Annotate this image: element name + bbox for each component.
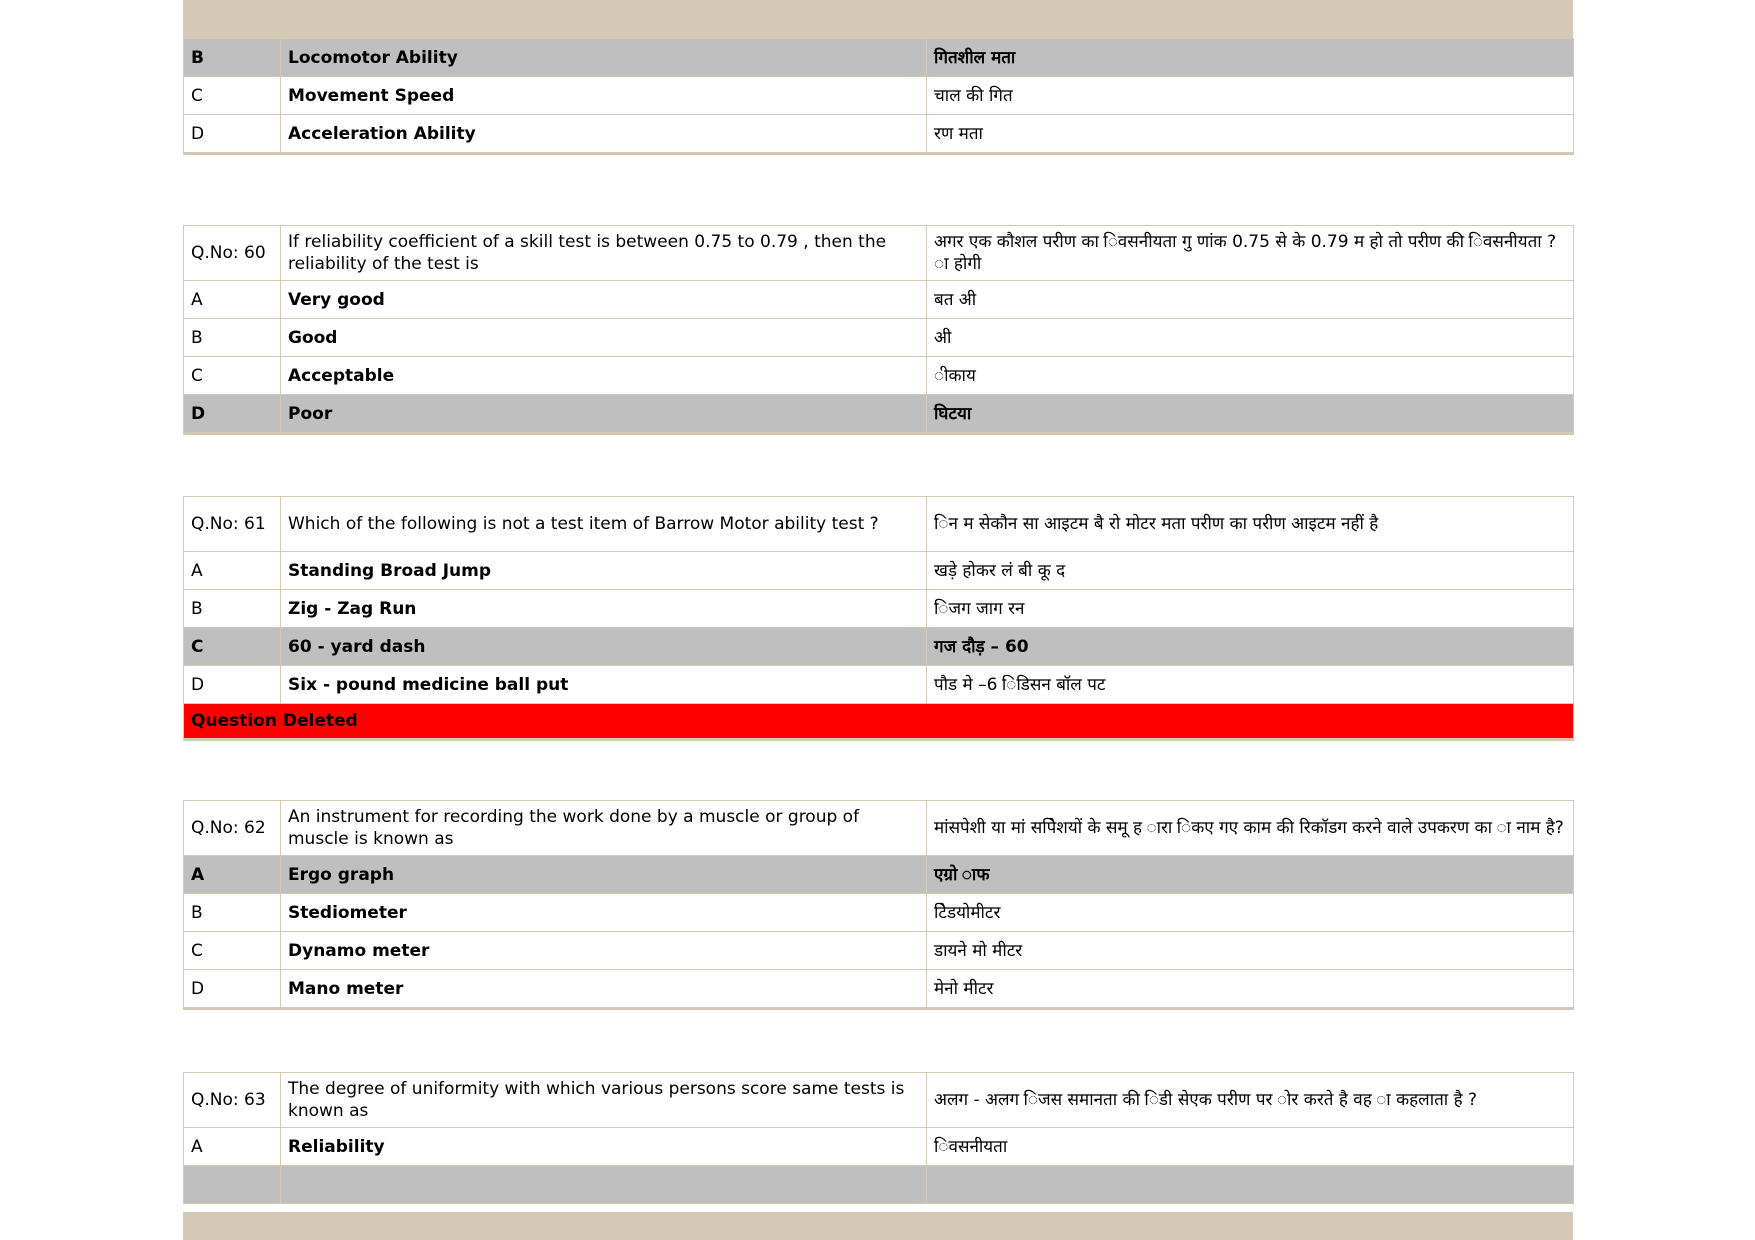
option-letter: B — [184, 590, 281, 628]
option-letter: D — [184, 395, 281, 434]
option-row-cut-off — [184, 1166, 1574, 1204]
option-letter: C — [184, 357, 281, 395]
option-row — [184, 319, 1574, 357]
question-60-table — [183, 225, 1574, 435]
option-letter: B — [184, 319, 281, 357]
option-text-hi: घिटया — [927, 395, 1574, 434]
question-row — [184, 226, 1574, 281]
option-text-hi: िजग जाग रन — [927, 590, 1574, 628]
question-59-table — [183, 38, 1574, 155]
option-letter-empty — [184, 1166, 281, 1204]
option-text-hi: रण मता — [927, 115, 1574, 154]
option-text-en: Dynamo meter — [281, 932, 927, 970]
question-text-en: Which of the following is not a test item of Barrow Motor ability test ? — [281, 497, 927, 552]
option-letter: B — [184, 39, 281, 77]
option-text-en: Acceleration Ability — [281, 115, 927, 154]
option-text-hi-empty — [927, 1166, 1574, 1204]
option-letter: D — [184, 115, 281, 154]
question-61-table — [183, 496, 1574, 741]
option-letter: C — [184, 77, 281, 115]
question-63-table — [183, 1072, 1574, 1204]
option-text-en: Mano meter — [281, 970, 927, 1009]
option-text-en: Very good — [281, 281, 927, 319]
option-text-hi: गज दौड़ – 60 — [927, 628, 1574, 666]
option-letter: A — [184, 856, 281, 894]
option-row — [184, 115, 1574, 154]
option-text-hi: पौड मे –6 िडिसन बॉल पट — [927, 666, 1574, 704]
option-letter: A — [184, 1128, 281, 1166]
question-text-hi: अगर एक कौशल परीण का िवसनीयता गु णांक 0.75 से के 0.79 म हो तो परीण की िवसनीयता ? ा होगी — [927, 226, 1574, 281]
option-row — [184, 894, 1574, 932]
option-row-correct — [184, 395, 1574, 434]
option-text-en: Locomotor Ability — [281, 39, 927, 77]
question-number: Q.No: 61 — [184, 497, 281, 552]
option-row — [184, 970, 1574, 1009]
question-number: Q.No: 62 — [184, 801, 281, 856]
option-row — [184, 590, 1574, 628]
question-text-hi: िन म सेकौन सा आइटम बै रो मोटर मता परीण का परीण आइटम नहीं है — [927, 497, 1574, 552]
option-text-hi: मेनो मीटर — [927, 970, 1574, 1009]
question-text-hi: मांसपेशी या मां सपेिशयों के समू ह ारा िकए गए काम की रिकॉडग करने वाले उपकरण का ा नाम है? — [927, 801, 1574, 856]
option-text-hi: टेिडयोमीटर — [927, 894, 1574, 932]
option-letter: D — [184, 970, 281, 1009]
option-letter: A — [184, 552, 281, 590]
option-letter: D — [184, 666, 281, 704]
question-text-hi: अलग - अलग िजस समानता की िडी सेएक परीण पर ोर करते है वह ा कहलाता है ? — [927, 1073, 1574, 1128]
option-text-hi: डायने मो मीटर — [927, 932, 1574, 970]
option-letter: A — [184, 281, 281, 319]
option-row-correct — [184, 628, 1574, 666]
option-text-hi: खड़े होकर लं बी कू द — [927, 552, 1574, 590]
option-text-hi: बत अी — [927, 281, 1574, 319]
option-letter: C — [184, 932, 281, 970]
option-text-hi: अी — [927, 319, 1574, 357]
option-row-correct — [184, 39, 1574, 77]
option-text-hi: चाल की गित — [927, 77, 1574, 115]
option-text-hi: गितशील मता — [927, 39, 1574, 77]
option-row — [184, 932, 1574, 970]
question-row — [184, 801, 1574, 856]
option-letter: B — [184, 894, 281, 932]
option-text-en: Stediometer — [281, 894, 927, 932]
option-row — [184, 77, 1574, 115]
question-row — [184, 497, 1574, 552]
page-header-band — [183, 0, 1573, 38]
question-deleted-banner: Question Deleted — [184, 704, 1574, 740]
option-text-en: Six - pound medicine ball put — [281, 666, 927, 704]
option-text-en-empty — [281, 1166, 927, 1204]
question-62-table — [183, 800, 1574, 1010]
option-row — [184, 281, 1574, 319]
option-text-en: Poor — [281, 395, 927, 434]
option-text-hi: िवसनीयता — [927, 1128, 1574, 1166]
option-row — [184, 666, 1574, 704]
option-row — [184, 357, 1574, 395]
option-row — [184, 1128, 1574, 1166]
option-text-hi: एग्रो ाफ — [927, 856, 1574, 894]
option-text-en: Acceptable — [281, 357, 927, 395]
page-footer-band — [183, 1212, 1573, 1240]
option-row-correct — [184, 856, 1574, 894]
option-text-en: Zig - Zag Run — [281, 590, 927, 628]
option-text-hi: ीकाय — [927, 357, 1574, 395]
question-row — [184, 1073, 1574, 1128]
option-text-en: Ergo graph — [281, 856, 927, 894]
question-number: Q.No: 60 — [184, 226, 281, 281]
question-text-en: If reliability coefficient of a skill test is between 0.75 to 0.79 , then the reliability of the test is — [281, 226, 927, 281]
question-number: Q.No: 63 — [184, 1073, 281, 1128]
question-text-en: The degree of uniformity with which various persons score same tests is known as — [281, 1073, 927, 1128]
option-text-en: Standing Broad Jump — [281, 552, 927, 590]
option-text-en: Movement Speed — [281, 77, 927, 115]
option-row — [184, 552, 1574, 590]
option-text-en: Reliability — [281, 1128, 927, 1166]
question-deleted-row — [184, 704, 1574, 740]
option-letter: C — [184, 628, 281, 666]
option-text-en: Good — [281, 319, 927, 357]
option-text-en: 60 - yard dash — [281, 628, 927, 666]
question-text-en: An instrument for recording the work done by a muscle or group of muscle is known as — [281, 801, 927, 856]
